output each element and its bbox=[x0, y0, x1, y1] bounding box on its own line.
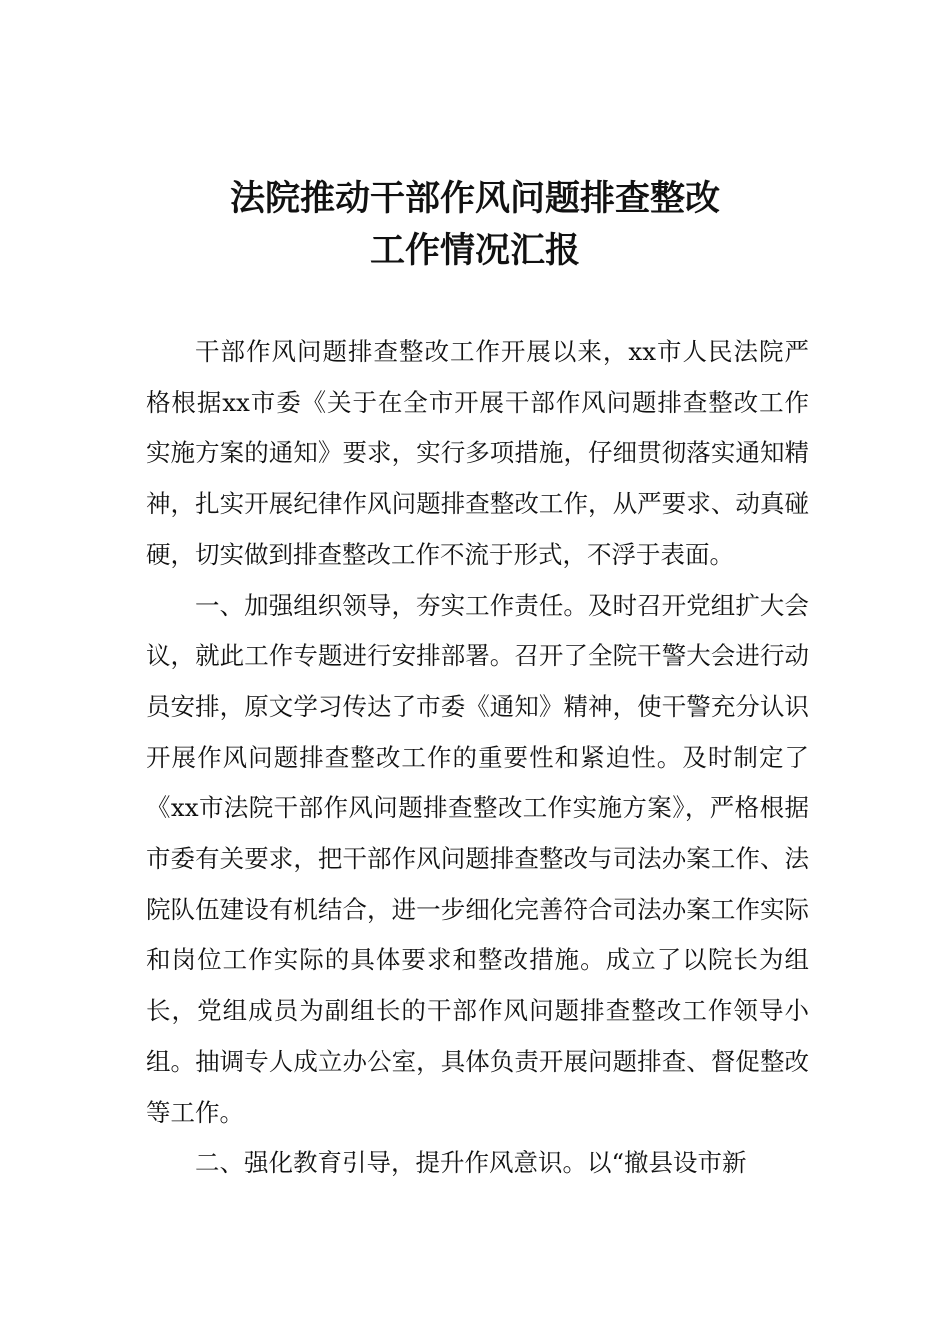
document-body bbox=[146, 327, 809, 1189]
paragraph-section-1: 一、加强组织领导，夯实工作责任。及时召开党组扩大会议，就此工作专题进行安排部署。召开了全院干警大会进行动员安排，原文学习传达了市委《通知》精神，使干警充分认识开展作风问题排查整改工作的重要性和紧迫性。及时制定了《xx市法院干部作风问题排查整改工作实施方案》，严格根据市委有关要求，把干部作风问题排查整改与司法办案工作、法院队伍建设有机结合，进一步细化完善符合司法办案工作实际和岗位工作实际的具体要求和整改措施。成立了以院长为组长，党组成员为副组长的干部作风问题排查整改工作领导小组。抽调专人成立办公室，具体负责开展问题排查、督促整改等工作。 bbox=[146, 590, 809, 1127]
document-title-line-2: 工作情况汇报 bbox=[369, 231, 580, 271]
paragraph-intro: 干部作风问题排查整改工作开展以来，xx市人民法院严格根据xx市委《关于在全市开展干部作风问题排查整改工作实施方案的通知》要求，实行多项措施，仔细贯彻落实通知精神，扎实开展纪律作风问题排查整改工作，从严要求、动真碰硬，切实做到排查整改工作不流于形式，不浮于表面。 bbox=[146, 337, 809, 569]
paragraph-section-2: 二、强化教育引导，提升作风意识。以“撤县设市新 bbox=[195, 1148, 747, 1178]
document-title-line-1: 法院推动干部作风问题排查整改 bbox=[229, 179, 720, 219]
